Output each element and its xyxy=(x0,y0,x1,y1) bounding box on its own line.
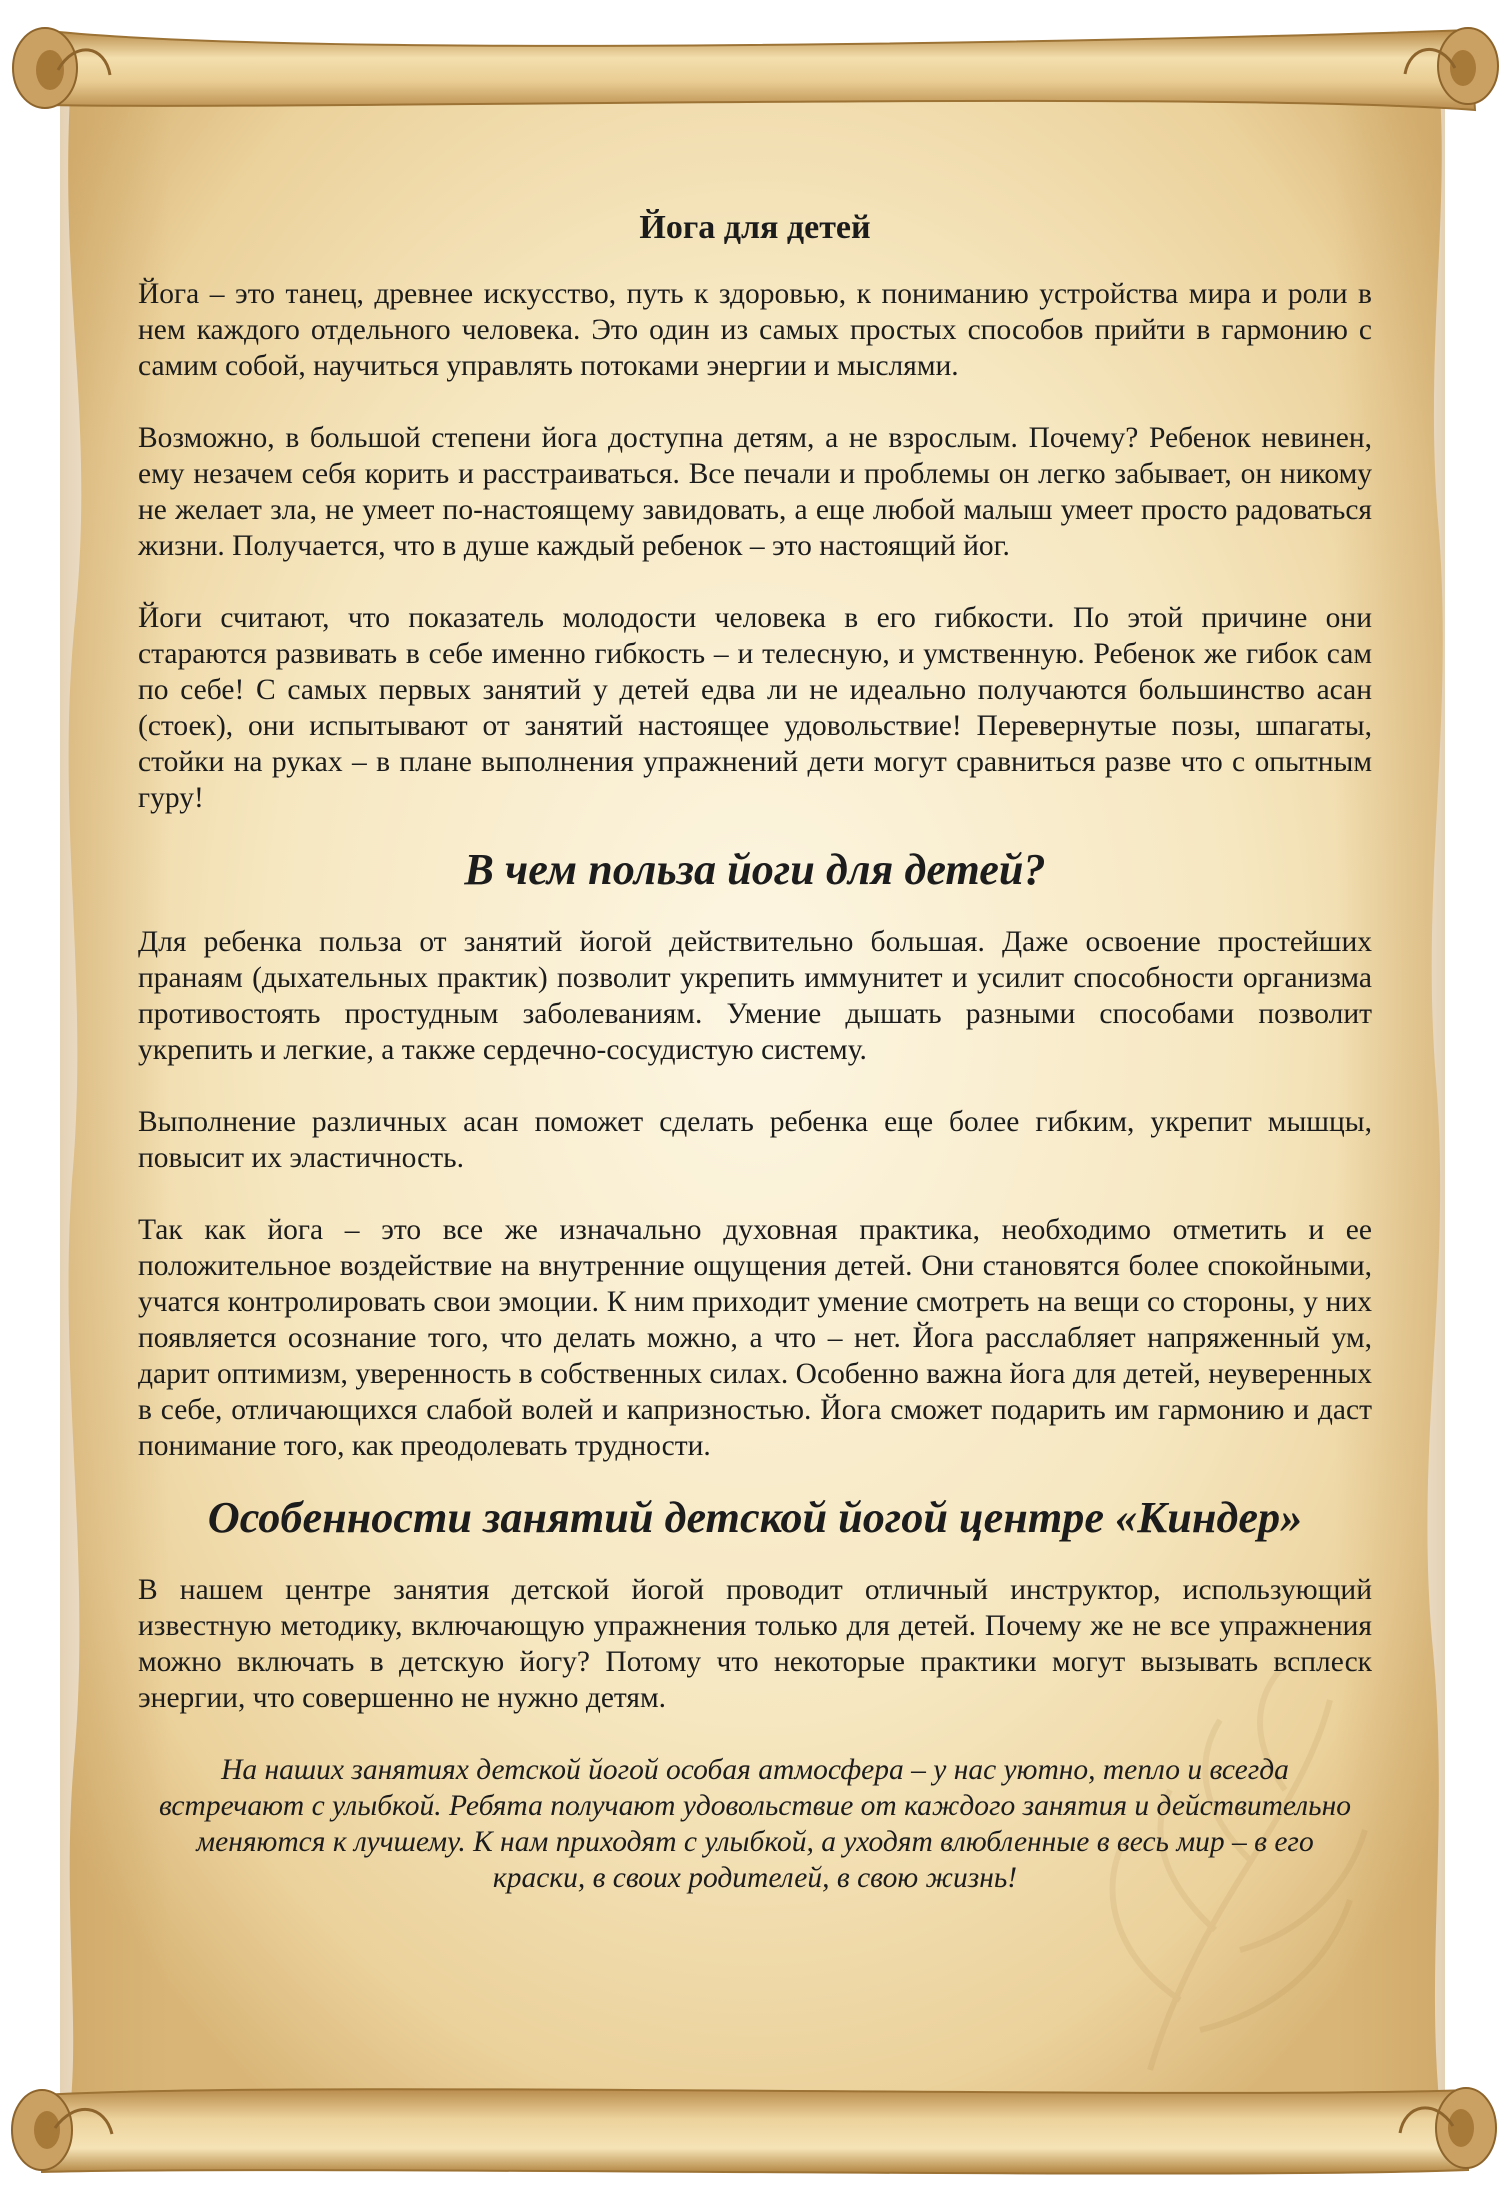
intro-paragraph-2: Возможно, в большой степени йога доступна детям, а не взрослым. Почему? Ребенок невинен, ему незачем себя корить и расстраиваться. Все печали и проблемы он легко забывает, он никому не желает зла, не умеет по-настоящему завидовать, а еще любой малыш умеет просто радоваться жизни. Получается, что в душе каждый ребенок – это настоящий йог. xyxy=(138,422,1372,562)
bottom-scroll-roll xyxy=(12,2088,1496,2174)
section-heading-center: Особенности занятий детской йогой центре «Киндер» xyxy=(207,1493,1303,1542)
closing-paragraph: На наших занятиях детской йогой особая атмосфера – у нас уютно, тепло и всегда встречают с улыбкой. Ребята получают удовольствие от каждого занятия и действительно меняются к лучшему. К нам приходят с улыбкой, а уходят влюбленные в весь мир – в его краски, в своих родителей, в свою жизнь! xyxy=(159,1754,1351,1894)
intro-paragraph-1: Йога – это танец, древнее искусство, путь к здоровью, к пониманию устройства мира и роли в нем каждого отдельного человека. Это один из самых простых способов прийти в гармонию с самим собой, научиться управлять потоками энергии и мыслями. xyxy=(138,278,1372,382)
top-scroll-roll xyxy=(13,28,1498,110)
document-body xyxy=(138,196,1372,1896)
benefits-paragraph-2: Выполнение различных асан поможет сделать ребенка еще более гибким, укрепит мышцы, повысит их эластичность. xyxy=(138,1106,1372,1174)
intro-paragraph-3: Йоги считают, что показатель молодости человека в его гибкости. По этой причине они стараются развивать в себе именно гибкость – и телесную, и умственную. Ребенок же гибок сам по себе! С самых первых занятий у детей едва ли не идеально получаются большинство асан (стоек), они испытывают от занятий настоящее удовольствие! Перевернутые позы, шпагаты, стойки на руках – в плане выполнения упражнений дети могут сравниться разве что с опытным гуру! xyxy=(138,602,1372,814)
section-heading-benefits: В чем польза йоги для детей? xyxy=(464,845,1046,894)
document-title: Йога для детей xyxy=(639,209,871,246)
center-paragraph-1: В нашем центре занятия детской йогой проводит отличный инструктор, использующий известную методику, включающую упражнения только для детей. Почему же не все упражнения можно включать в детскую йогу? Потому что некоторые практики могут вызывать всплеск энергии, что совершенно не нужно детям. xyxy=(138,1574,1372,1714)
benefits-paragraph-3: Так как йога – это все же изначально духовная практика, необходимо отметить и ее положительное воздействие на внутренние ощущения детей. Они становятся более спокойными, учатся контролировать свои эмоции. К ним приходит умение смотреть на вещи со стороны, у них появляется осознание того, что делать можно, а что – нет. Йога расслабляет напряженный ум, дарит оптимизм, уверенность в собственных силах. Особенно важна йога для детей, неуверенных в себе, отличающихся слабой волей и капризностью. Йога сможет подарить им гармонию и даст понимание того, как преодолевать трудности. xyxy=(138,1214,1372,1462)
benefits-paragraph-1: Для ребенка польза от занятий йогой действительно большая. Даже освоение простейших пранаям (дыхательных практик) позволит укрепить иммунитет и усилит способности организма противостоять простудным заболеваниям. Умение дышать разными способами позволит укрепить и легкие, а также сердечно-сосудистую систему. xyxy=(138,926,1372,1066)
